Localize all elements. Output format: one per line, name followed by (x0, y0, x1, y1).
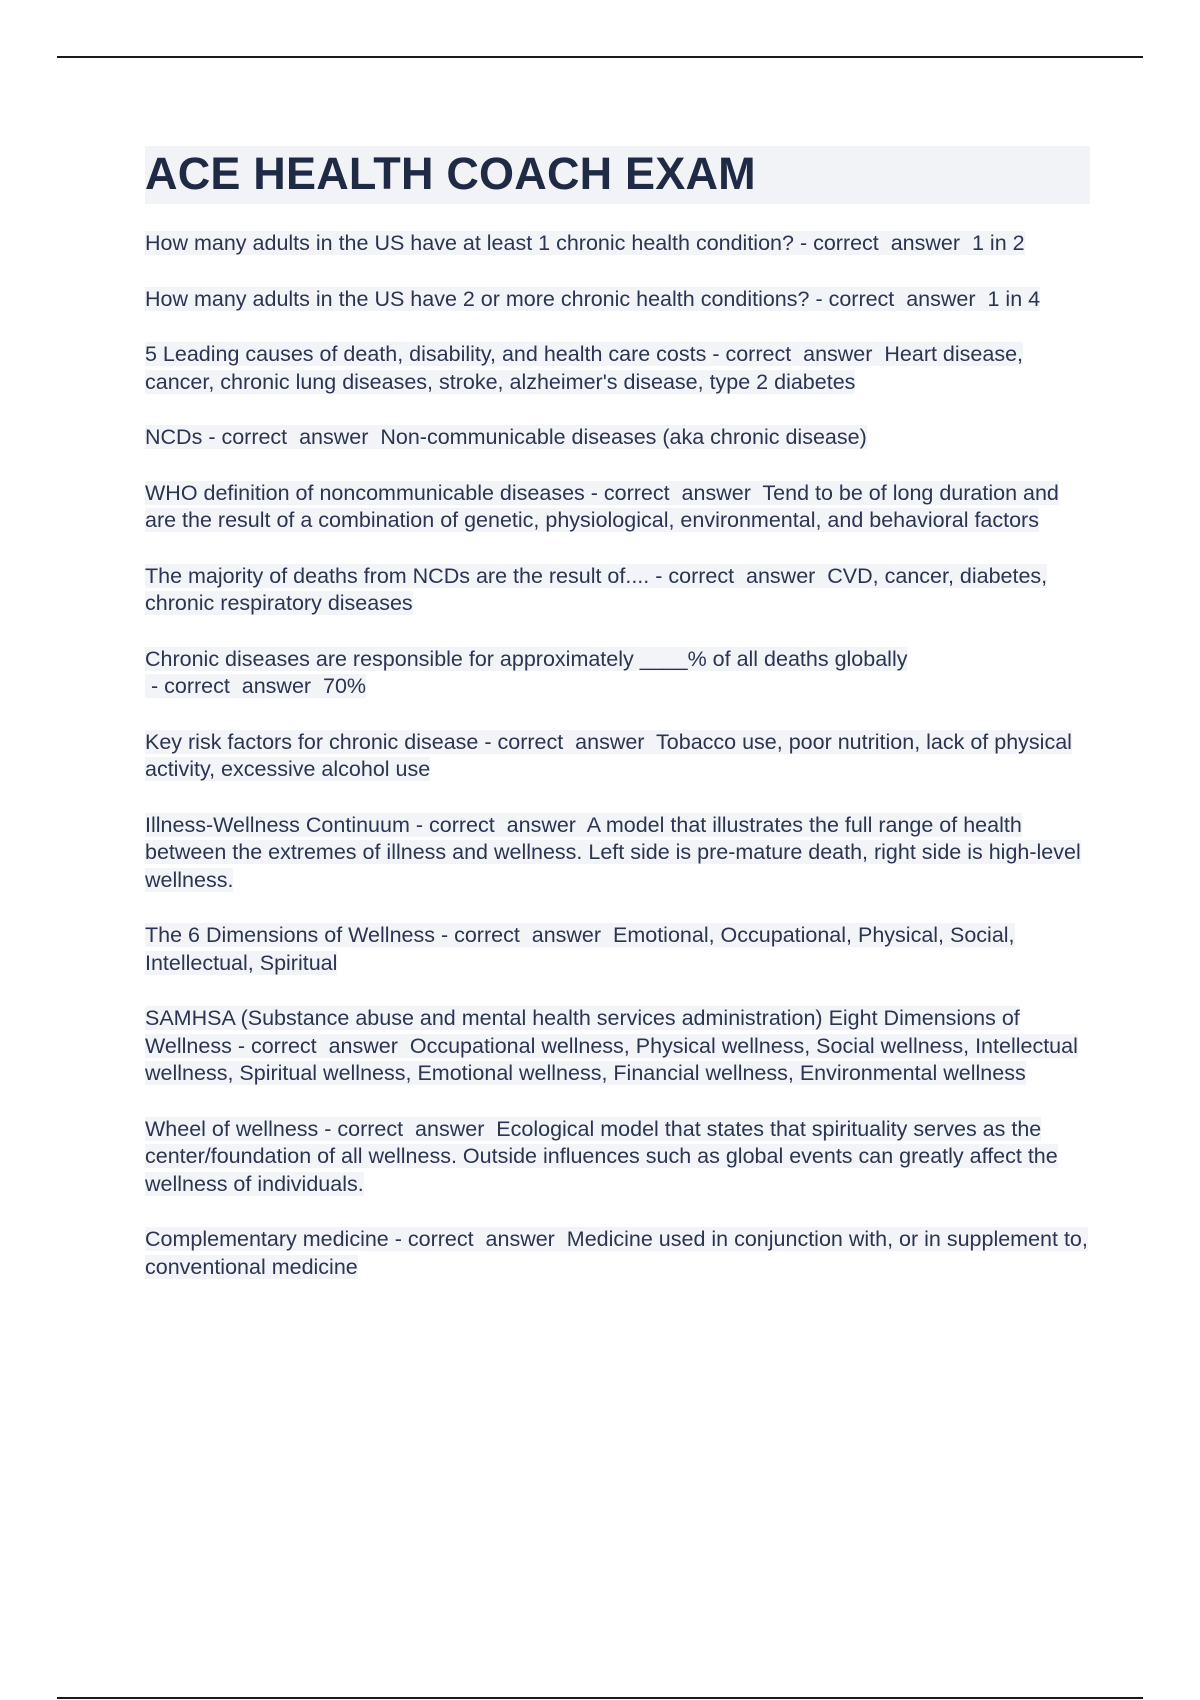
qa-answer: 1 in 2 (971, 231, 1025, 255)
qa-separator: - correct answer (434, 923, 613, 947)
qa-answer: A model that illustrates the full range of health between the extremes of illness and wellness. Left side is pre-mature death, right side is high-level wellness. (145, 812, 1081, 892)
qa-question: SAMHSA (Substance abuse and mental health services administration) Eight Dimensions of Wellness (145, 1006, 1020, 1058)
qa-question: Chronic diseases are responsible for approximately ____% of all deaths globally (145, 646, 908, 671)
qa-list (145, 230, 1090, 1281)
qa-separator: - correct answer (318, 1116, 497, 1141)
qa-separator: - correct answer (231, 1033, 410, 1058)
qa-item (145, 286, 1090, 314)
qa-answer: Heart disease, cancer, chronic lung diseases, stroke, alzheimer's disease, type 2 diabetes (145, 342, 1024, 394)
document-title: ACE HEALTH COACH EXAM (145, 148, 756, 199)
qa-answer: Non-communicable diseases (aka chronic disease) (380, 425, 867, 449)
qa-answer: 70% (323, 674, 367, 698)
qa-item (145, 812, 1090, 895)
title-band (145, 146, 1090, 204)
qa-question: Complementary medicine (145, 1227, 389, 1251)
qa-question: How many adults in the US have at least 1 chronic health condition? (145, 231, 794, 255)
qa-separator: - correct answer (202, 425, 381, 449)
qa-separator: - correct answer (409, 812, 587, 837)
qa-item (145, 729, 1090, 784)
header-rule (57, 56, 1143, 58)
qa-answer: Medicine used in conjunction with, or in supplement to, conventional medicine (145, 1227, 1088, 1279)
qa-separator: - correct answer (145, 674, 324, 698)
qa-question: NCDs (145, 425, 203, 449)
qa-separator: - correct answer (649, 563, 828, 588)
qa-item (145, 922, 1090, 977)
qa-item (145, 1116, 1090, 1199)
qa-answer: 1 in 4 (987, 286, 1041, 311)
qa-item (145, 646, 1090, 701)
qa-question: Wheel of wellness (145, 1116, 319, 1141)
qa-separator: - correct answer (793, 231, 972, 255)
footer-rule (57, 1697, 1143, 1699)
qa-item (145, 230, 1090, 258)
qa-item (145, 1005, 1090, 1088)
qa-separator: - correct answer (584, 480, 763, 505)
qa-item (145, 480, 1090, 535)
qa-answer: Occupational wellness, Physical wellness, Social wellness, Intellectual wellness, Spiritual wellness, Emotional wellness, Financial wellness, Environmental wellness (145, 1033, 1078, 1085)
qa-separator: - correct answer (388, 1227, 567, 1251)
qa-question: WHO definition of noncommunicable diseases (145, 480, 585, 505)
qa-question: How many adults in the US have 2 or more chronic health conditions? (145, 286, 810, 311)
qa-item (145, 1226, 1090, 1281)
qa-question: 5 Leading causes of death, disability, and health care costs (145, 342, 707, 366)
qa-separator: - correct answer (809, 286, 988, 311)
qa-question: Key risk factors for chronic disease (145, 729, 479, 754)
qa-answer: CVD, cancer, diabetes, chronic respiratory diseases (145, 563, 1048, 615)
qa-answer: Emotional, Occupational, Physical, Social, Intellectual, Spiritual (145, 923, 1015, 975)
qa-question: The 6 Dimensions of Wellness (145, 923, 435, 947)
qa-question: The majority of deaths from NCDs are the result of.... (145, 563, 650, 588)
qa-item (145, 563, 1090, 618)
qa-item (145, 424, 1090, 452)
qa-answer: Tend to be of long duration and are the result of a combination of genetic, physiological, environmental, and behavioral factors (145, 480, 1059, 532)
qa-separator: - correct answer (478, 729, 657, 754)
document-body (145, 146, 1090, 1309)
qa-separator: - correct answer (706, 342, 885, 366)
qa-question: Illness-Wellness Continuum (145, 812, 410, 837)
qa-item (145, 341, 1090, 396)
qa-answer: Ecological model that states that spirituality serves as the center/foundation of all wellness. Outside influences such as global events can greatly affect the wellness of individuals. (145, 1116, 1058, 1196)
qa-answer: Tobacco use, poor nutrition, lack of physical activity, excessive alcohol use (145, 729, 1072, 781)
